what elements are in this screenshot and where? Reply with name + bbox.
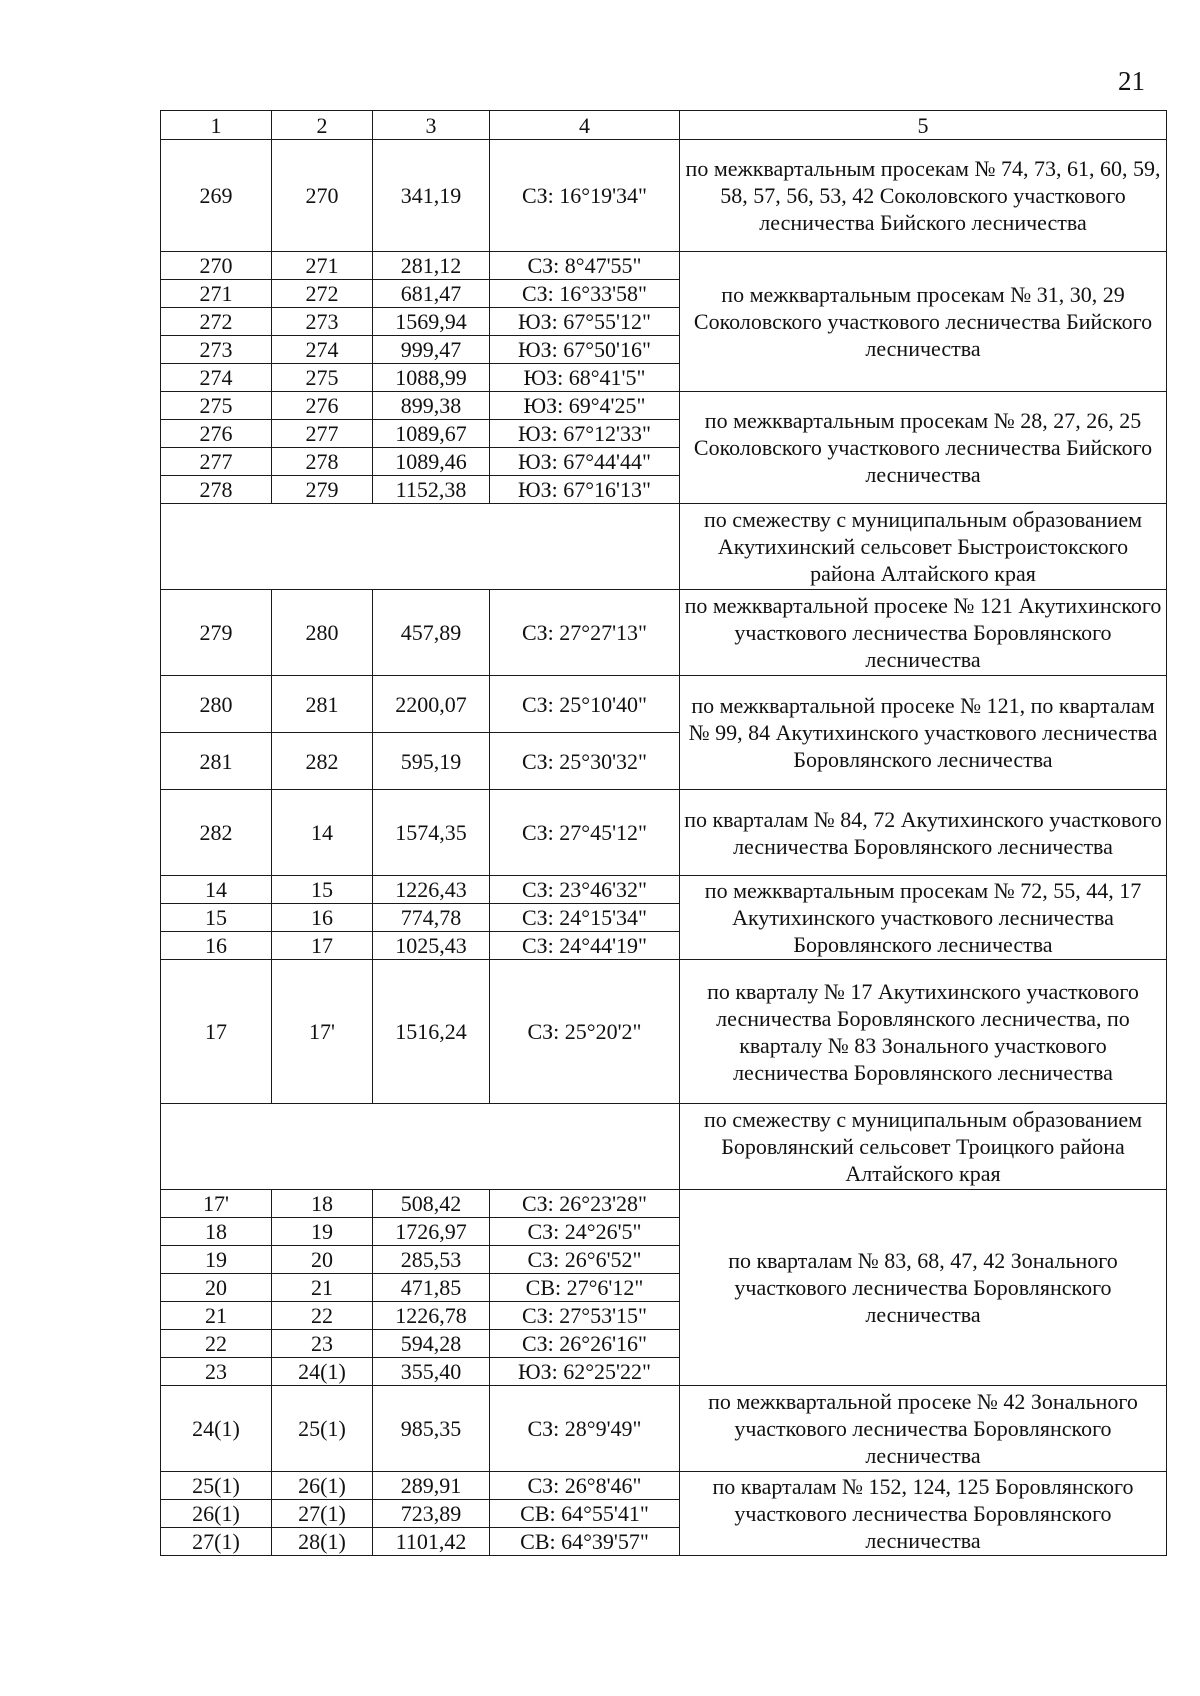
point-from: 278: [161, 476, 272, 504]
table-row: [161, 1386, 1167, 1472]
distance: 289,91: [373, 1472, 490, 1500]
distance: 681,47: [373, 280, 490, 308]
distance: 1226,43: [373, 876, 490, 904]
distance: 1226,78: [373, 1302, 490, 1330]
point-from: 14: [161, 876, 272, 904]
point-to: 22: [272, 1302, 373, 1330]
point-from: 274: [161, 364, 272, 392]
header-cell: 2: [272, 111, 373, 140]
boundary-description: по межквартальной просеке № 121 Акутихинского участкового лесничества Боровлянского лесничества: [680, 590, 1167, 676]
point-to: 14: [272, 790, 373, 876]
boundary-description: по межквартальным просекам № 28, 27, 26, 25 Соколовского участкового лесничества Бийского лесничества: [680, 392, 1167, 504]
bearing: СВ: 27°6'12": [490, 1274, 680, 1302]
empty-cell: [161, 504, 680, 590]
bearing: СЗ: 25°10'40": [490, 676, 680, 733]
bearing: СВ: 64°39'57": [490, 1528, 680, 1556]
distance: 1726,97: [373, 1218, 490, 1246]
point-from: 276: [161, 420, 272, 448]
bearing: СЗ: 24°15'34": [490, 904, 680, 932]
distance: 2200,07: [373, 676, 490, 733]
boundary-description: по смежеству с муниципальным образованием Боровлянский сельсовет Троицкого района Алтайского края: [680, 1104, 1167, 1190]
distance: 1089,46: [373, 448, 490, 476]
point-from: 17: [161, 960, 272, 1104]
distance: 1516,24: [373, 960, 490, 1104]
boundary-description: по межквартальным просекам № 31, 30, 29 Соколовского участкового лесничества Бийского лесничества: [680, 252, 1167, 392]
adjacency-row: [161, 1104, 1167, 1190]
point-from: 279: [161, 590, 272, 676]
distance: 985,35: [373, 1386, 490, 1472]
point-to: 281: [272, 676, 373, 733]
point-to: 23: [272, 1330, 373, 1358]
distance: 1025,43: [373, 932, 490, 960]
point-from: 25(1): [161, 1472, 272, 1500]
bearing: ЮЗ: 67°44'44": [490, 448, 680, 476]
point-to: 17': [272, 960, 373, 1104]
boundary-description: по кварталу № 17 Акутихинского участкового лесничества Боровлянского лесничества, по кварталу № 83 Зонального участкового лесничества Боровлянского лесничества: [680, 960, 1167, 1104]
bearing: ЮЗ: 67°50'16": [490, 336, 680, 364]
point-from: 18: [161, 1218, 272, 1246]
empty-cell: [161, 1104, 680, 1190]
point-from: 15: [161, 904, 272, 932]
bearing: ЮЗ: 69°4'25": [490, 392, 680, 420]
bearing: СЗ: 27°53'15": [490, 1302, 680, 1330]
point-to: 272: [272, 280, 373, 308]
point-from: 27(1): [161, 1528, 272, 1556]
distance: 1569,94: [373, 308, 490, 336]
distance: 341,19: [373, 140, 490, 252]
point-from: 269: [161, 140, 272, 252]
header-row: [161, 111, 1167, 140]
point-to: 26(1): [272, 1472, 373, 1500]
bearing: СЗ: 23°46'32": [490, 876, 680, 904]
bearing: ЮЗ: 68°41'5": [490, 364, 680, 392]
point-to: 27(1): [272, 1500, 373, 1528]
point-to: 17: [272, 932, 373, 960]
bearing: СЗ: 27°27'13": [490, 590, 680, 676]
bearing: СЗ: 26°26'16": [490, 1330, 680, 1358]
boundary-description: по кварталам № 84, 72 Акутихинского участкового лесничества Боровлянского лесничества: [680, 790, 1167, 876]
point-to: 24(1): [272, 1358, 373, 1386]
point-from: 17': [161, 1190, 272, 1218]
point-to: 18: [272, 1190, 373, 1218]
bearing: ЮЗ: 67°12'33": [490, 420, 680, 448]
distance: 285,53: [373, 1246, 490, 1274]
distance: 774,78: [373, 904, 490, 932]
table-row: [161, 252, 1167, 280]
point-from: 273: [161, 336, 272, 364]
distance: 457,89: [373, 590, 490, 676]
adjacency-row: [161, 504, 1167, 590]
point-from: 21: [161, 1302, 272, 1330]
point-from: 282: [161, 790, 272, 876]
point-from: 280: [161, 676, 272, 733]
point-to: 275: [272, 364, 373, 392]
boundary-description: по кварталам № 152, 124, 125 Боровлянского участкового лесничества Боровлянского лесничества: [680, 1472, 1167, 1556]
distance: 595,19: [373, 733, 490, 790]
point-to: 270: [272, 140, 373, 252]
distance: 1089,67: [373, 420, 490, 448]
point-from: 26(1): [161, 1500, 272, 1528]
header-cell: 1: [161, 111, 272, 140]
bearing: СЗ: 26°6'52": [490, 1246, 680, 1274]
point-to: 282: [272, 733, 373, 790]
boundary-description: по межквартальной просеке № 42 Зонального участкового лесничества Боровлянского лесничества: [680, 1386, 1167, 1472]
table-row: [161, 676, 1167, 733]
distance: 508,42: [373, 1190, 490, 1218]
point-to: 15: [272, 876, 373, 904]
bearing: СЗ: 28°9'49": [490, 1386, 680, 1472]
header-cell: 5: [680, 111, 1167, 140]
bearing: СЗ: 25°20'2": [490, 960, 680, 1104]
distance: 1152,38: [373, 476, 490, 504]
header-cell: 3: [373, 111, 490, 140]
table-row: [161, 1472, 1167, 1500]
point-from: 275: [161, 392, 272, 420]
point-from: 277: [161, 448, 272, 476]
point-from: 272: [161, 308, 272, 336]
bearing: СВ: 64°55'41": [490, 1500, 680, 1528]
boundary-description: по кварталам № 83, 68, 47, 42 Зонального участкового лесничества Боровлянского лесничества: [680, 1190, 1167, 1386]
header-cell: 4: [490, 111, 680, 140]
point-from: 24(1): [161, 1386, 272, 1472]
bearing: СЗ: 24°44'19": [490, 932, 680, 960]
distance: 999,47: [373, 336, 490, 364]
point-to: 25(1): [272, 1386, 373, 1472]
distance: 899,38: [373, 392, 490, 420]
bearing: ЮЗ: 67°16'13": [490, 476, 680, 504]
table-row: [161, 590, 1167, 676]
table-row: [161, 1190, 1167, 1218]
table-row: [161, 140, 1167, 252]
point-from: 271: [161, 280, 272, 308]
distance: 1574,35: [373, 790, 490, 876]
table-row: [161, 876, 1167, 904]
bearing: СЗ: 24°26'5": [490, 1218, 680, 1246]
distance: 281,12: [373, 252, 490, 280]
bearing: СЗ: 25°30'32": [490, 733, 680, 790]
point-from: 22: [161, 1330, 272, 1358]
bearing: СЗ: 27°45'12": [490, 790, 680, 876]
table-row: [161, 790, 1167, 876]
point-from: 281: [161, 733, 272, 790]
point-to: 16: [272, 904, 373, 932]
boundary-description: по смежеству с муниципальным образованием Акутихинский сельсовет Быстроистокского района Алтайского края: [680, 504, 1167, 590]
point-to: 271: [272, 252, 373, 280]
page-number: 21: [1118, 66, 1145, 96]
distance: 1101,42: [373, 1528, 490, 1556]
point-from: 20: [161, 1274, 272, 1302]
point-to: 276: [272, 392, 373, 420]
point-from: 23: [161, 1358, 272, 1386]
table-row: [161, 392, 1167, 420]
point-from: 16: [161, 932, 272, 960]
point-to: 20: [272, 1246, 373, 1274]
bearing: СЗ: 16°19'34": [490, 140, 680, 252]
point-to: 278: [272, 448, 373, 476]
point-from: 19: [161, 1246, 272, 1274]
distance: 355,40: [373, 1358, 490, 1386]
boundary-table: [160, 110, 1167, 1556]
distance: 1088,99: [373, 364, 490, 392]
bearing: ЮЗ: 67°55'12": [490, 308, 680, 336]
bearing: СЗ: 16°33'58": [490, 280, 680, 308]
point-from: 270: [161, 252, 272, 280]
table-row: [161, 960, 1167, 1104]
point-to: 280: [272, 590, 373, 676]
point-to: 277: [272, 420, 373, 448]
point-to: 21: [272, 1274, 373, 1302]
bearing: СЗ: 26°23'28": [490, 1190, 680, 1218]
bearing: СЗ: 26°8'46": [490, 1472, 680, 1500]
point-to: 19: [272, 1218, 373, 1246]
distance: 594,28: [373, 1330, 490, 1358]
point-to: 273: [272, 308, 373, 336]
distance: 471,85: [373, 1274, 490, 1302]
bearing: ЮЗ: 62°25'22": [490, 1358, 680, 1386]
point-to: 274: [272, 336, 373, 364]
point-to: 28(1): [272, 1528, 373, 1556]
boundary-description: по межквартальным просекам № 72, 55, 44, 17 Акутихинского участкового лесничества Боровлянского лесничества: [680, 876, 1167, 960]
distance: 723,89: [373, 1500, 490, 1528]
boundary-description: по межквартальной просеке № 121, по кварталам № 99, 84 Акутихинского участкового лесничества Боровлянского лесничества: [680, 676, 1167, 790]
bearing: СЗ: 8°47'55": [490, 252, 680, 280]
boundary-description: по межквартальным просекам № 74, 73, 61, 60, 59, 58, 57, 56, 53, 42 Соколовского участкового лесничества Бийского лесничества: [680, 140, 1167, 252]
point-to: 279: [272, 476, 373, 504]
